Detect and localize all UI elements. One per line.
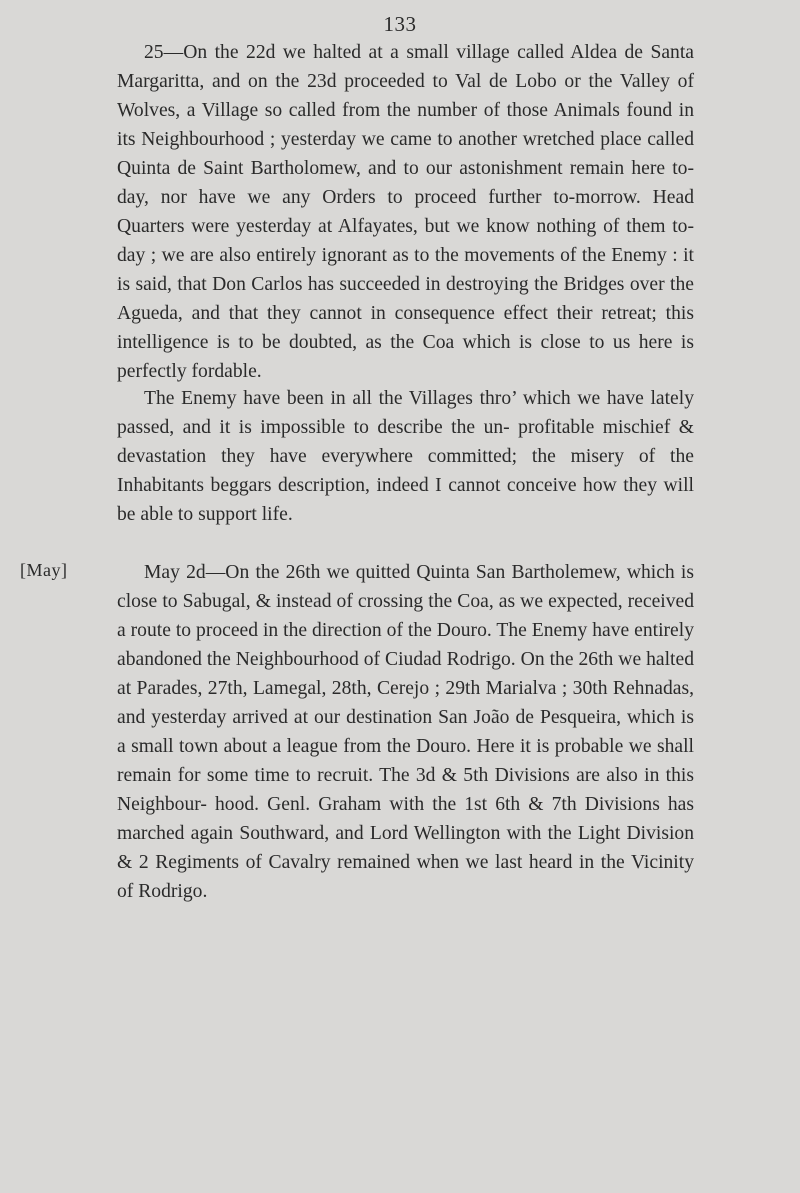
body-text bbox=[117, 558, 694, 906]
page-number: 133 bbox=[383, 12, 417, 36]
body-text bbox=[117, 38, 694, 386]
paragraph-enemy-villages: The Enemy have been in all the Villages thro’ which we have lately passed, and it is impossible to describe the un- profitable mischief & devastation they have everywhere committed; the misery of the Inhabitants beggars description, indeed I cannot conceive how they will be able to support life. bbox=[117, 388, 694, 525]
paragraph-entry-25: 25—On the 22d we halted at a small village called Aldea de Santa Margaritta, and on the 23d proceeded to Val de Lobo or the Valley of Wolves, a Village so called from the number of those Animals found in its Neighbourhood ; yesterday we came to another wretched place called Quinta de Saint Bartholomew, and to our astonishment remain here to-day, nor have we any Orders to proceed further to-morrow. Head Quarters were yesterday at Alfayates, but we know nothing of them to-day ; we are also entirely ignorant as to the movements of the Enemy : it is said, that Don Carlos has succeeded in destroying the Bridges over the Agueda, and that they cannot in consequence effect their retreat; this intelligence is to be doubted, as the Coa which is close to us here is perfectly fordable. bbox=[117, 42, 694, 382]
body-text bbox=[117, 384, 694, 529]
margin-note-month: [May] bbox=[20, 560, 68, 580]
paragraph-entry-may-2d: May 2d—On the 26th we quitted Quinta San Bartholemew, which is close to Sabugal, & instead of crossing the Coa, as we expected, received a route to proceed in the direction of the Douro. The Enemy have entirely abandoned the Neighbourhood of Ciudad Rodrigo. On the 26th we halted at Parades, 27th, Lamegal, 28th, Cerejo ; 29th Marialva ; 30th Rehnadas, and yesterday arrived at our destination San João de Pesqueira, which is a small town about a league from the Douro. Here it is probable we shall remain for some time to recruit. The 3d & 5th Divisions are also in this Neighbour- hood. Genl. Graham with the 1st 6th & 7th Divisions has marched again Southward, and Lord Wellington with the Light Division & 2 Regiments of Cavalry remained when we last heard in the Vicinity of Rodrigo. bbox=[117, 562, 694, 902]
